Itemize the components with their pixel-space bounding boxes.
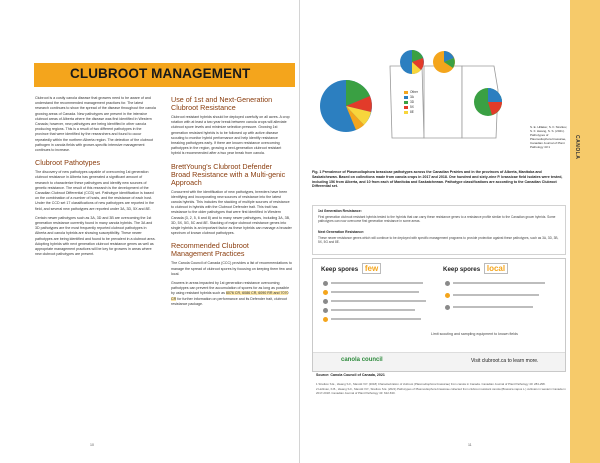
legend-item-3d: 3D — [404, 100, 418, 105]
hybrids-highlight: 6076 CR, 6086 CR, 6090 RR and 7070 CR — [171, 291, 289, 301]
section-heading-pathotypes: Clubroot Pathotypes — [35, 158, 101, 168]
traffic-icon — [445, 293, 450, 298]
poster-text-line — [331, 318, 421, 320]
practices-text: Growers in areas impacted by 1st generation resistance overcoming pathotypes can prevent the accumulation of spores for as long as possible by using resistant hybrids such as — [171, 281, 290, 296]
intro-paragraph: Clubroot is a costly canola disease that growers need to be aware of and understand the recommended management practices for. The latest research continues to show the spread of the disease throughout the canola growing areas of Canada. New pathotypes are present in the intensive clubroot areas of Alberta where the disease was first identified in Western Canada; however, new pathotypes are being identified in other canola producing regions. This is a result of two different pathotypes in the province that were identified by the researchers and found to occur repeatedly within the northern Alberta region. The detection of the clubroot pathogen in canola fields with grower-specific intensive management continues to increase. — [35, 96, 156, 153]
references — [316, 382, 566, 396]
reference-2: 2 Hollman, K.B., Hwang S.F., Manolii V.P., Strelkov S.E. (2021) Pathotypes of Plasmodiophora brassicae collected from clubroot resistant canola (Brassica napus L.) cultivars in western Canada in 2017-2018. Canadian Journal of Plant Pathology 43: 622-630. — [316, 387, 566, 395]
poster-title-few: Keep spores few — [321, 263, 381, 274]
pie-chart-prairies — [320, 80, 372, 132]
keep-spores-poster — [312, 258, 566, 372]
section-heading-resistance: Use of 1st and Next-Generation Clubroot Resistance — [171, 95, 273, 112]
poster-tag-local: local — [484, 263, 508, 274]
poster-text-line — [453, 306, 533, 308]
practices-paragraph-2 — [171, 281, 292, 307]
legend-item-8e: 8E — [404, 110, 418, 115]
figure-caption: Fig. 1 Prevalence of Plasmodiophora brassicae pathotypes across the Canadian Prairies and in the provinces of Alberta, Manitoba and Saskatchewan. Based on collections made from canola crops in 2017 and 2018. One hundred and sixty-nine P. brassicae field isolates were tested, including 156 from Alberta, and 10 from each of Manitoba and Saskatchewan. Pathotype classifications are according to the Canadian Clubroot Differential set. — [312, 170, 563, 189]
tillage-icon — [445, 305, 450, 310]
resistant-hybrid-icon — [323, 290, 328, 295]
defender-paragraph: Concurrent with the identification of new pathotypes, breeders have been identifying and incorporating new sources of resistance into the latest canola hybrids. This includes the stacking of multiple sources of resistance to clubroot in hybrids with the Clubroot Defender trait. This trait has resistance to the older pathotypes that were first identified in Western Canada (3, 2, 5, 6 and 8) and to many newer pathotypes, including 3A, 3B, 3D, 5X, 5G, 5C and 8E. Stacking of major clubroot resistance genes into single hybrids is an important factor as these hybrids can manage a broader spectrum of known clubroot pathotypes. — [171, 189, 292, 236]
pie-chart-alberta — [400, 50, 424, 74]
pathotypes-paragraph-2: Certain newer pathotypes such as 3A, 3D and 3B are overcoming the 1st generation resistance currently found in many canola hybrids. The 3A and 3D pathotypes are the most frequently reported clubroot pathotypes in Alberta and canola hybrids are showing susceptibility. These newer pathotypes are being identified and found to be prevalent in a clubroot area. Adopting hybrids with next generation clubroot resistance genes as well as appropriate management practices will be key for growers in areas where new clubroot pathotypes are present. — [35, 215, 156, 257]
page-number-left: 10 — [90, 443, 94, 447]
poster-text-line — [331, 300, 426, 302]
poster-footer — [313, 352, 565, 371]
poster-title-local: Keep spores local — [443, 263, 508, 274]
source-credit: Source: Canola Council of Canada, 2021 — [316, 373, 385, 377]
pie-chart-manitoba — [474, 88, 502, 116]
weed-icon — [323, 308, 328, 313]
canola-council-logo: canola council — [341, 357, 383, 363]
poster-text-line — [331, 291, 419, 293]
practices-text-end: for further information on performance and its Defender trait, clubroot resistance package. — [171, 296, 287, 306]
equipment-icon — [445, 281, 450, 286]
page-title: CLUBROOT MANAGEMENT — [70, 66, 251, 81]
poster-text-line — [453, 282, 545, 284]
definition-text-1: First generation clubroot resistant hybrids tested to the hybrids that can carry these resistance genes to a resistance profile similar to the Canadian grown hybrids. Some pathotypes can now overcome first generation resistance in some areas. — [318, 215, 556, 224]
column-a — [35, 96, 156, 261]
poster-note: Limit scouting and sampling equipment to known fields — [431, 332, 518, 336]
map-saskatchewan — [424, 66, 462, 138]
soil-test-icon — [323, 317, 328, 322]
title-banner — [34, 63, 295, 87]
side-tab — [570, 0, 600, 463]
scouting-icon — [323, 299, 328, 304]
column-b — [171, 96, 292, 311]
legend-item-other: Other — [404, 90, 418, 95]
page-number-right: 11 — [468, 443, 472, 447]
section-heading-defender: BrettYoung's Clubroot Defender Broad Resistance with a Multi-genic Approach — [171, 161, 286, 187]
definition-term-1: 1st Generation Resistance: — [318, 209, 362, 213]
legend-item-5x: 5X — [404, 105, 418, 110]
poster-text-line — [331, 282, 423, 284]
reference-1: 1 Strelkov S.E., Hwang S.F., Manolii V.P. (2018) Characterization of clubroot (Plasmodiophora brassicae) from canola in Canada. Canadian Journal of Plant Pathology 40: 284-298. — [316, 382, 546, 386]
figure-citation: S. E. Hillaker, S. F. Strelkov, S. F. Hwang, S. S. (2021). Pathotypes of Plasmodiophora brassicae, Canadian Journal of Plant Pathology 43:1 — [530, 125, 568, 149]
rotation-icon — [323, 281, 328, 286]
legend-item-3a: 3A — [404, 95, 418, 100]
definitions-box — [312, 205, 566, 255]
poster-text-line — [453, 294, 539, 296]
definition-text-2: These newer resistance genes which will continue to be deployed with specific management programs to provide protection against these pathotypes, such as 3A, 3D, 3B, 5X, 5G and 8E. — [318, 236, 559, 245]
poster-text-line — [331, 309, 415, 311]
pie-chart-saskatchewan — [433, 51, 455, 73]
chart-legend — [404, 90, 418, 115]
side-tab-label: CANOLA — [574, 135, 580, 160]
pathotypes-paragraph-1: The discovery of new pathotypes capable of overcoming 1st generation clubroot resistance in Alberta has generated a significant amount of research to characterize these pathotypes and identify new sources of genetic resistance. The result of this research is the development of the Canadian Clubroot Differential (CCD) set. Pathotype identification is based on the combination of a number of hosts, and the resistance of each host. Under the CCD set 17 classifications of new pathotypes are reported in the field, and several new pathotypes are reported under 3A, 3D, 5X and 8E. — [35, 170, 155, 211]
poster-tag-few: few — [362, 263, 381, 274]
practices-paragraph-1: The Canola Council of Canada (CCC) provides a list of recommendations to manage the spread of clubroot spores by focusing on keeping them few and local. — [171, 261, 292, 276]
poster-visit-link[interactable]: Visit clubroot.ca to learn more. — [471, 358, 539, 364]
section-heading-practices: Recommended Clubroot Management Practices — [171, 241, 249, 259]
resistance-paragraph: Clubroot resistant hybrids should be deployed carefully on all acres. A crop rotation with at least a two year break between canola crops will alleviate clubroot spore levels and minimize selection pressure. Growing 1st generation resistant hybrids is to be followed up with active disease scouting to monitor hybrid performance and help identify resistance breaking pathotypes early. If there are known resistance overcoming pathotypes in the region, growing a next-generation clubroot resistant hybrid is recommended after a two year break from canola. — [171, 115, 290, 156]
definition-term-2: Next Generation Resistance: — [318, 230, 365, 234]
